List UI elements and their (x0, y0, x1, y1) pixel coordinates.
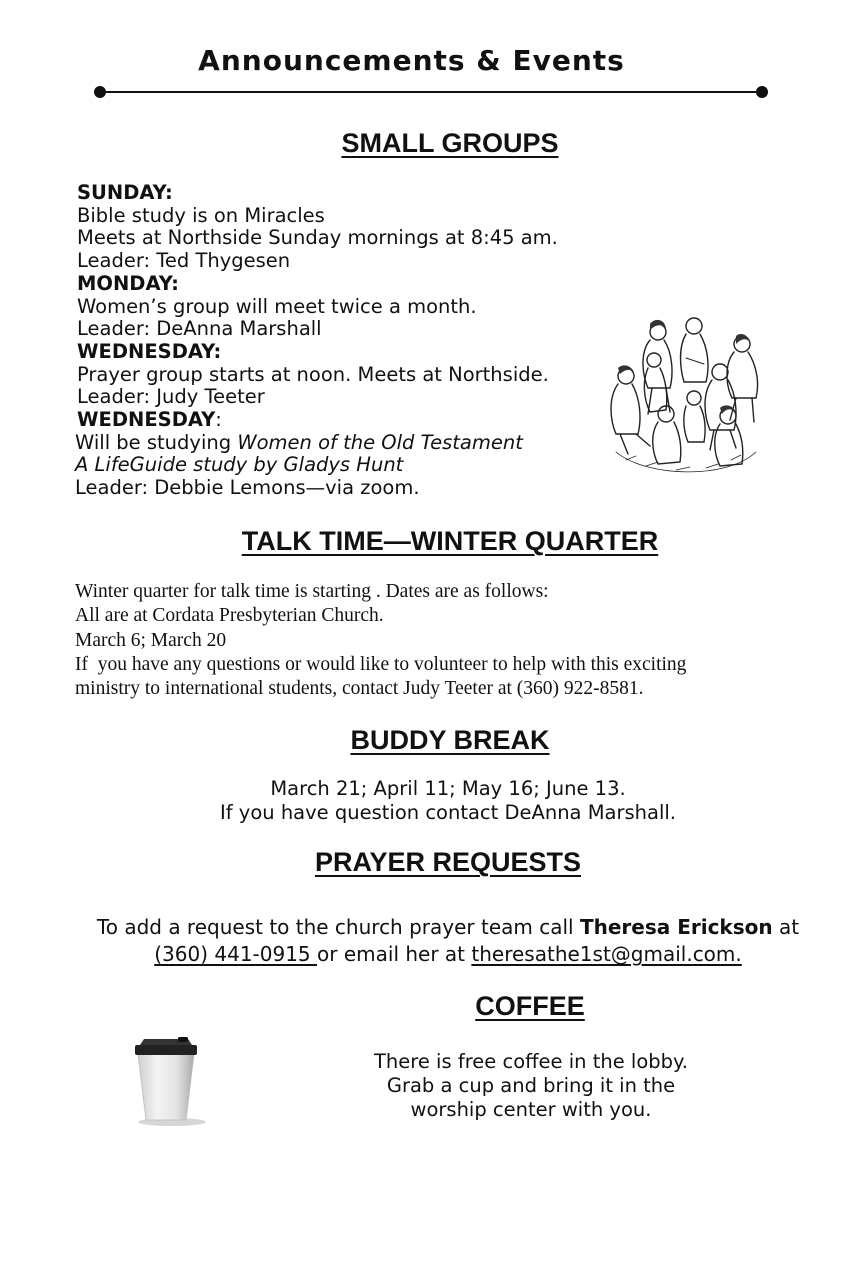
group-circle-sketch-icon (596, 302, 772, 484)
prayer-requests-heading: PRAYER REQUESTS (314, 847, 582, 877)
sunday-line: Bible study is on Miracles (77, 203, 325, 227)
title-divider (94, 83, 770, 101)
prayer-email-link[interactable]: theresathe1st@gmail.com. (471, 942, 742, 966)
wednesday-2-intro: Will be studying (75, 430, 238, 454)
coffee-heading: COFFEE (475, 991, 585, 1021)
wednesday-line: Prayer group starts at noon. Meets at Northside. (77, 362, 549, 386)
small-groups-list (77, 182, 558, 500)
monday-line: Women’s group will meet twice a month. (77, 294, 477, 318)
wednesday-2-line (75, 432, 558, 455)
prayer-line-2 (48, 942, 847, 966)
prayer-line-1 (48, 915, 847, 939)
prayer-phone[interactable]: (360) 441-0915 (154, 942, 318, 966)
prayer-contact-name: Theresa Erickson (579, 915, 773, 939)
coffee-line: worship center with you. (410, 1098, 652, 1121)
book-title: Women of the Old Testament (237, 430, 523, 454)
buddy-break-contact: If you have question contact DeAnna Marshall. (219, 801, 676, 824)
coffee-cup-icon (126, 1036, 210, 1128)
buddy-break-dates: March 21; April 11; May 16; June 13. (270, 777, 626, 800)
wednesday-2-label: WEDNESDAY (77, 408, 216, 432)
sunday-label: SUNDAY: (77, 181, 173, 204)
page-title: Announcements & Events (198, 44, 625, 77)
talk-time-line: March 6; March 20 (75, 629, 227, 651)
sunday-leader: Leader: Ted Thygesen (77, 249, 291, 273)
talk-time-line: ministry to international students, contact Judy Teeter at (360) 922-8581. (75, 678, 644, 700)
wednesday-leader: Leader: Judy Teeter (77, 385, 265, 409)
small-groups-heading: SMALL GROUPS (341, 128, 559, 158)
monday-label: MONDAY: (77, 271, 179, 295)
sunday-line: Meets at Northside Sunday mornings at 8:45 am. (77, 226, 558, 250)
coffee-line: There is free coffee in the lobby. (374, 1050, 688, 1073)
buddy-break-heading: BUDDY BREAK (350, 725, 550, 755)
wednesday-2-colon: : (215, 408, 222, 432)
wednesday-2-leader: Leader: Debbie Lemons—via zoom. (75, 476, 420, 500)
talk-time-body (75, 580, 686, 701)
wednesday-label: WEDNESDAY: (77, 339, 222, 363)
prayer-line-suffix: at (772, 915, 800, 939)
wednesday-2-label-row (77, 409, 558, 432)
book-subtitle: A LifeGuide study by Gladys Hunt (75, 453, 404, 477)
prayer-email-prefix: or email her at (317, 942, 472, 966)
talk-time-line: Winter quarter for talk time is starting . Dates are as follows: (75, 581, 549, 602)
prayer-line-prefix: To add a request to the church prayer team call (96, 915, 580, 939)
talk-time-line: If you have any questions or would like to volunteer to help with this exciting (75, 653, 687, 675)
talk-time-heading: TALK TIME—WINTER QUARTER (241, 526, 659, 556)
coffee-line: Grab a cup and bring it in the (386, 1074, 676, 1097)
talk-time-line: All are at Cordata Presbyterian Church. (75, 605, 384, 627)
monday-leader: Leader: DeAnna Marshall (77, 317, 322, 341)
